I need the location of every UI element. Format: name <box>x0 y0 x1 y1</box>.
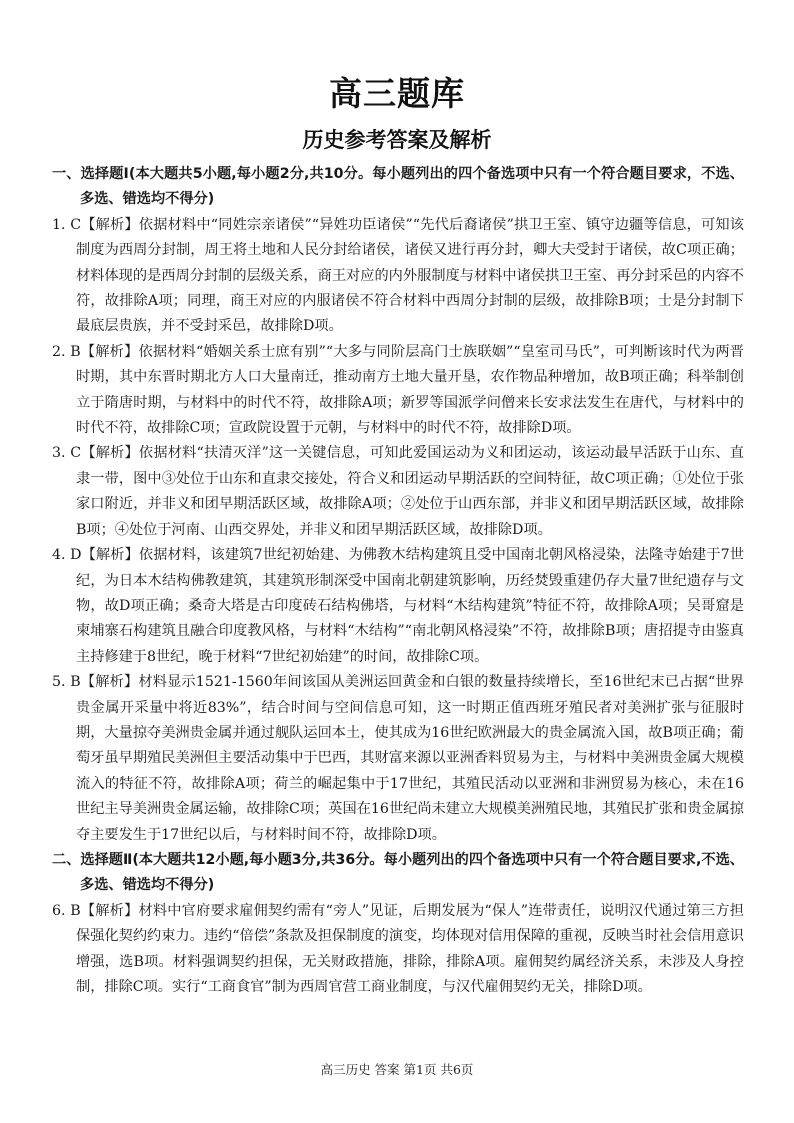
answer-item-5: 5. B【解析】材料显示1521-1560年间该国从美洲运回黄金和白银的数量持续增长，至16世纪末已占据“世界贵金属开采量中将近83%”，结合时间与空间信息可知，这一时期正值西班牙殖民者对美洲扩张与征服时期，大量掠夺美洲贵金属并通过舰队运回本土，使其成为16世纪欧洲最大的贵金属流入国，故B项正确；葡萄牙虽早期殖民美洲但主要活动集中于巴西，其财富来源以亚洲香料贸易为主，与材料中美洲贵金属大规模流入的特征不符，故排除A项；荷兰的崛起集中于17世纪，其殖民活动以亚洲和非洲贸易为核心，未在16世纪主导美洲贵金属运输，故排除C项；英国在16世纪尚未建立大规模美洲殖民地，其殖民扩张和贵金属掠夺主要发生于17世纪以后，与材料时间不符，故排除D项。 <box>52 674 744 843</box>
answer-item-6: 6. B【解析】材料中官府要求雇佣契约需有“旁人”见证，后期发展为“保人”连带责任，说明汉代通过第三方担保强化契约约束力。违约“倍偿”条款及担保制度的演变，均体现对信用保障的重视，反映当时社会信用意识增强，选B项。材料强调契约担保，无关财政措施，排除，排除A项。雇佣契约属经济关系，未涉及人身控制，排除C项。实行“工商食官”制为西周官营工商业制度，与汉代雇佣契约无关，排除D项。 <box>52 902 744 995</box>
answer-item-4: 4. D【解析】依据材料，该建筑7世纪初始建、为佛教木结构建筑且受中国南北朝风格浸染，法隆寺始建于7世纪，为日本木结构佛教建筑，其建筑形制深受中国南北朝建筑影响，历经焚毁重建仍存大量7世纪遗存与文物，故D项正确；桑奇大塔是古印度砖石结构佛塔，与材料“木结构建筑”特征不符，故排除A项；吴哥窟是柬埔寨石构建筑且融合印度教风格，与材料“木结构”“南北朝风格浸染”不符，故排除B项；唐招提寺由鉴真主持修建于8世纪，晚于材料“7世纪初始建”的时间，故排除C项。 <box>52 547 744 665</box>
section-heading-1: 一、选择题Ⅰ(本大题共5小题,每小题2分,共10分。每小题列出的四个备选项中只有一个符合题目要求，不选、多选、错选均不得分) <box>52 166 744 208</box>
answer-body <box>52 162 744 1000</box>
section-heading-2: 二、选择题Ⅱ(本大题共12小题,每小题3分,共36分。每小题列出的四个备选项中只有一个符合题目要求,不选、多选、错选均不得分) <box>52 851 744 894</box>
answer-item-3: 3. C【解析】依据材料“扶清灭洋”这一关键信息，可知此爱国运动为义和团运动，该运动最早活跃于山东、直隶一带，图中③处位于山东和直隶交接处，符合义和团运动早期活跃的空间特征，故C项正确；①处位于张家口附近，并非义和团早期活跃区域，故排除A项；②处位于山西东部，并非义和团早期活跃区域，故排除B项；④处位于河南、山西交界处，并非义和团早期活跃区域，故排除D项。 <box>52 445 744 538</box>
page-subtitle: 历史参考答案及解析 <box>302 128 492 152</box>
answer-item-1: 1. C【解析】依据材料中“同姓宗亲诸侯”“异姓功臣诸侯”“先代后裔诸侯”拱卫王室、镇守边疆等信息，可知该制度为西周分封制，周王将土地和人民分封给诸侯，诸侯又进行再分封，卿大夫受封于诸侯，故C项正确；材料体现的是西周分封制的层级关系，商王对应的内外服制度与材料中诸侯拱卫王室、再分封采邑的内容不符，故排除A项；同理，商王对应的内服诸侯不符合材料中西周分封制的层级，故排除B项；士是分封制下最底层贵族，并不受封采邑，故排除D项。 <box>52 216 744 335</box>
page-footer: 高三历史 答案 第1页 共6页 <box>320 1062 474 1077</box>
page-title: 高三题库 <box>329 74 465 113</box>
answer-item-2: 2. B【解析】依据材料“婚姻关系士庶有别”“大多与同阶层高门士族联姻”“皇室司马氏”，可判断该时代为两晋时期，其中东晋时期北方人口大量南迁，推动南方土地大量开垦，农作物品种增加，故B项正确；科举制创立于隋唐时期，与材料中的时代不符，故排除A项；新罗等国派学问僧来长安求法发生在唐代，与材料中的时代不符，故排除C项；宣政院设置于元朝，与材料中的时代不符，故排除D项。 <box>52 343 744 437</box>
